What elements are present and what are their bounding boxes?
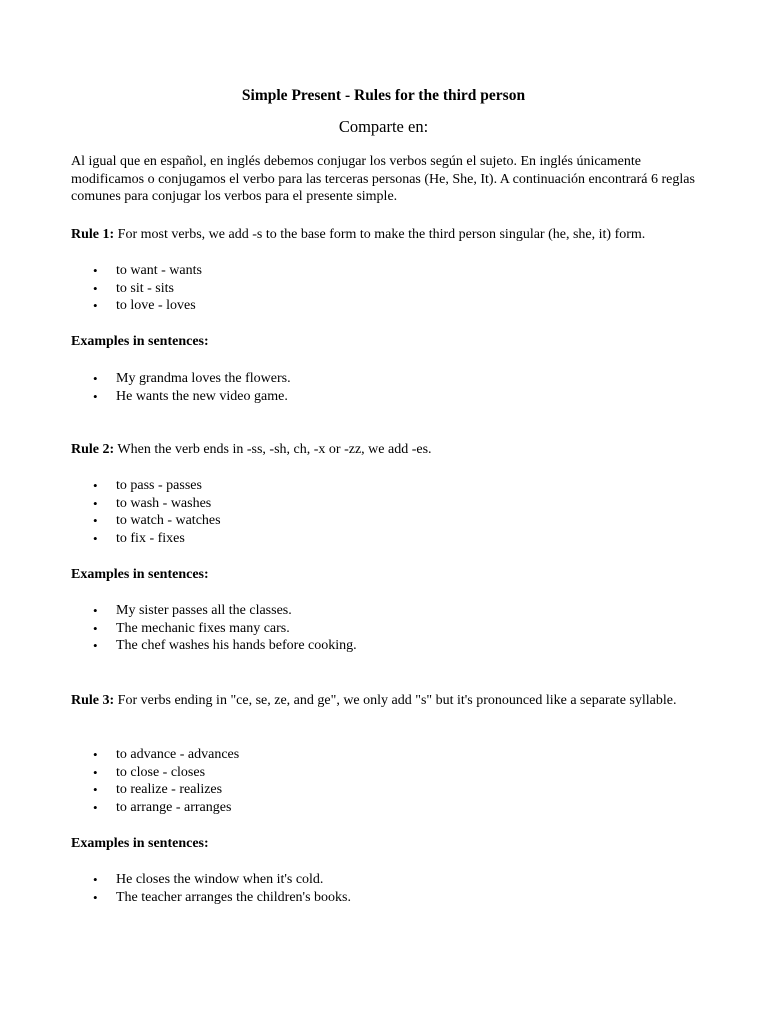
bullet-icon: •: [93, 638, 98, 654]
list-item: • to wash - washes: [93, 495, 212, 511]
bullet-icon: •: [93, 800, 98, 816]
rule-1-example-list: [71, 370, 711, 405]
list-item: • to realize - realizes: [93, 782, 223, 798]
list-item: • to pass - passes: [93, 478, 202, 493]
list-item: • to watch - watches: [93, 513, 221, 529]
list-item: • The chef washes his hands before cooking.: [93, 638, 357, 654]
list-item: • to want - wants: [93, 263, 202, 278]
list-item: • He wants the new video game.: [93, 388, 288, 404]
rule-3-paragraph: [71, 692, 681, 710]
list-item: • He closes the window when it's cold.: [93, 872, 324, 887]
list-item: • My grandma loves the flowers.: [93, 371, 291, 386]
bullet-icon: •: [93, 531, 98, 547]
rule-2-paragraph: [71, 441, 711, 459]
bullet-icon: •: [93, 371, 98, 386]
rule-2-examples-heading: Examples in sentences:: [71, 567, 209, 582]
rule-1-label: Rule 1:: [71, 227, 115, 242]
bullet-icon: •: [93, 280, 98, 296]
bullet-icon: •: [93, 513, 98, 529]
rule-1-paragraph: [71, 226, 711, 244]
bullet-icon: •: [93, 298, 98, 314]
bullet-icon: •: [93, 889, 98, 905]
rule-2-verb-list: [71, 477, 711, 548]
list-item: • to love - loves: [93, 298, 196, 314]
rule-2-label: Rule 2:: [71, 442, 115, 457]
share-label: Comparte en:: [338, 117, 429, 136]
list-item: • to sit - sits: [93, 280, 174, 296]
bullet-icon: •: [93, 263, 98, 278]
bullet-icon: •: [93, 747, 98, 762]
list-item: • to fix - fixes: [93, 531, 185, 547]
rule-3-verb-list: [71, 746, 711, 817]
rule-1-text: For most verbs, we add -s to the base form to make the third person singular (he, she, it) form.: [114, 227, 646, 242]
intro-paragraph: Al igual que en español, en inglés debemos conjugar los verbos según el sujeto. En inglés únicamente modificamos o conjugamos el verbo para las terceras personas (He, She, It). A continuación encontrará 6 reglas comunes para conjugar los verbos para el presente simple.: [71, 154, 695, 204]
rule-3-examples-heading: Examples in sentences:: [71, 836, 209, 851]
rule-3-example-list: [71, 871, 711, 906]
list-item: • to close - closes: [93, 764, 206, 780]
rule-2-example-list: [71, 602, 711, 655]
bullet-icon: •: [93, 782, 98, 798]
bullet-icon: •: [93, 620, 98, 636]
list-item: • The mechanic fixes many cars.: [93, 620, 290, 636]
rule-1-examples-heading: Examples in sentences:: [71, 334, 209, 349]
rule-1-verb-list: [71, 262, 711, 315]
rule-3-label: Rule 3:: [71, 693, 115, 708]
bullet-icon: •: [93, 603, 98, 618]
list-item: • My sister passes all the classes.: [93, 603, 292, 618]
bullet-icon: •: [93, 478, 98, 493]
page-title: Simple Present - Rules for the third person: [241, 87, 526, 104]
bullet-icon: •: [93, 495, 98, 511]
list-item: • to arrange - arranges: [93, 800, 232, 816]
bullet-icon: •: [93, 388, 98, 404]
rule-2-text: When the verb ends in -ss, -sh, ch, -x or -zz, we add -es.: [114, 442, 432, 457]
list-item: • The teacher arranges the children's books.: [93, 889, 351, 905]
bullet-icon: •: [93, 764, 98, 780]
list-item: • to advance - advances: [93, 747, 240, 762]
rule-3-text: For verbs ending in "ce, se, ze, and ge", we only add "s" but it's pronounced like a separate syllable.: [114, 693, 677, 708]
bullet-icon: •: [93, 872, 98, 887]
